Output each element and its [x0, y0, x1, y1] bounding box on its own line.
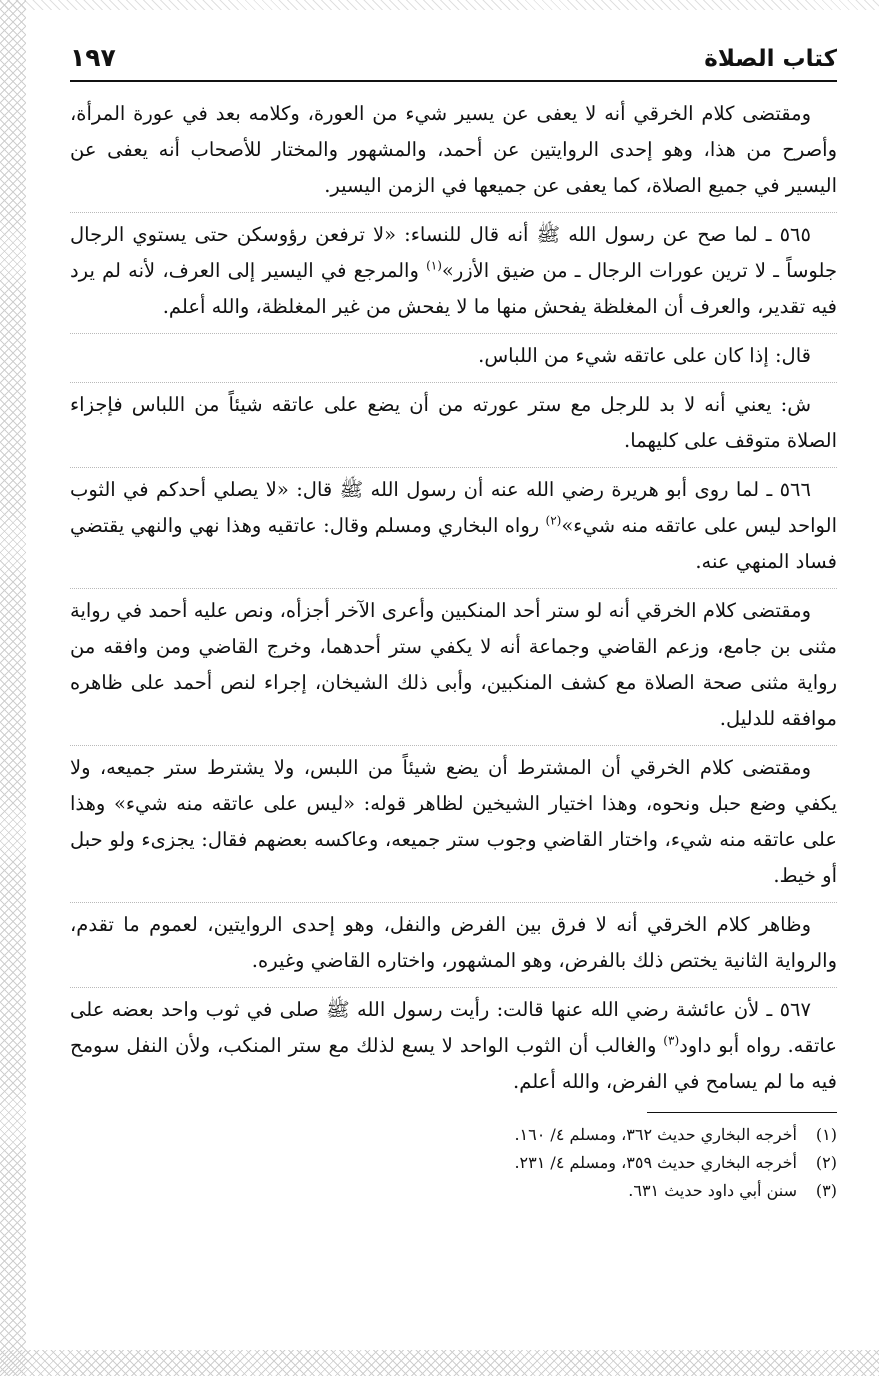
paragraph-text: قال: إذا كان على عاتقه شيء من اللباس. — [478, 344, 811, 367]
paragraph-text-tail: والغالب أن الثوب الواحد لا يسع لذلك مع ستر المنكب، ولأن النفل سومح فيه ما لم يسامح في الفرض، والله أعلم. — [70, 1034, 837, 1093]
paragraph-text: ش: يعني أنه لا بد للرجل مع ستر عورته من أن يضع على عاتقه شيئاً من اللباس فإجزاء الصلاة متوقف على كليهما. — [70, 393, 837, 452]
paragraph-text: ومقتضى كلام الخرقي أنه لو ستر أحد المنكبين وأعرى الآخر أجزأه، ونص عليه أحمد في رواية مثنى بن جامع، وزعم القاضي وجماعة أنه لا يكفي ستر أحدهما، وخرج القاضي ومن وافقه من رواية مثنى صحة الصلاة مع كشف المنكبين، وأبى ذلك الشيخان، إجراء لنص أحمد على ظاهره موافقه للدليل. — [70, 599, 837, 730]
page-header — [70, 32, 837, 82]
paragraph-text: ومقتضى كلام الخرقي أنه لا يعفى عن يسير شيء من العورة، وكلامه بعد في عورة المرأة، وأصرح من هذا، وهو إحدى الروايتين عن أحمد، والمشهور والمختار للأصحاب أنه يعفى عن اليسير في جميع الصلاة، كما يعفى عن جميعها في الزمن اليسير. — [70, 102, 837, 197]
paragraph-8 — [70, 902, 837, 979]
footnote-divider — [647, 1112, 837, 1113]
paragraph-2 — [70, 212, 837, 325]
footnote-number: (١) — [815, 1125, 837, 1144]
paragraph-7 — [70, 745, 837, 894]
footnote-text: أخرجه البخاري حديث ٣٦٢، ومسلم ٤/ ١٦٠. — [514, 1125, 797, 1144]
paragraph-6 — [70, 588, 837, 737]
footnote-3 — [70, 1177, 837, 1205]
paragraph-5 — [70, 467, 837, 580]
paragraph-4 — [70, 382, 837, 459]
book-title: كتاب الصلاة — [704, 46, 837, 72]
page-body — [70, 96, 837, 1336]
footnote-text: أخرجه البخاري حديث ٣٥٩، ومسلم ٤/ ٢٣١. — [514, 1153, 797, 1172]
footnote-2 — [70, 1149, 837, 1177]
footnote-1 — [70, 1121, 837, 1149]
paragraph-text-tail: رواه البخاري ومسلم وقال: عاتقيه وهذا نهي والنهي يقتضي فساد المنهي عنه. — [70, 514, 837, 573]
footnote-ref-3[interactable]: (٣) — [663, 1033, 680, 1048]
footnotes — [70, 1121, 837, 1205]
paragraph-text-tail: والمرجع في اليسير إلى العرف، لأنه لم يرد فيه تقدير، والعرف أن المغلظة يفحش منها ما لا يفحش من غير المغلظة، والله أعلم. — [70, 259, 837, 318]
paragraph-text: وظاهر كلام الخرقي أنه لا فرق بين الفرض والنفل، وهو إحدى الروايتين، لعموم ما تقدم، والرواية الثانية يختص ذلك بالفرض، وهو المشهور، واختاره القاضي وغيره. — [70, 913, 837, 972]
paragraph-9 — [70, 987, 837, 1100]
footnote-text: سنن أبي داود حديث ٦٣١. — [628, 1181, 797, 1200]
border-left — [0, 0, 26, 1376]
paragraph-text: ٥٦٧ ـ لأن عائشة رضي الله عنها قالت: رأيت رسول الله ﷺ صلى في ثوب واحد بعضه على عاتقه. رواه أبو داود — [70, 998, 837, 1057]
footnote-ref-2[interactable]: (٢) — [545, 513, 562, 528]
border-bottom — [0, 1350, 879, 1376]
paragraph-text: ٥٦٦ ـ لما روى أبو هريرة رضي الله عنه أن رسول الله ﷺ قال: «لا يصلي أحدكم في الثوب الواحد ليس على عاتقه منه شيء» — [70, 478, 837, 537]
footnote-number: (٢) — [815, 1153, 837, 1172]
footnote-number: (٣) — [815, 1181, 837, 1200]
paragraph-3 — [70, 333, 837, 374]
paragraph-1 — [70, 96, 837, 204]
paragraph-text: ومقتضى كلام الخرقي أن المشترط أن يضع شيئاً من اللبس، ولا يشترط ستر جميعه، ولا يكفي وضع حبل ونحوه، وهذا اختيار الشيخين لظاهر قوله: «ليس على عاتقه منه شيء» وهذا على عاتقه منه شيء، واختار القاضي وجوب ستر جميعه، وعاكسه بعضهم فقال: يجزىء ولو حبل أو خيط. — [70, 756, 837, 887]
footnote-ref-1[interactable]: (١) — [426, 258, 442, 273]
border-top — [0, 0, 879, 10]
paragraph-text: ٥٦٥ ـ لما صح عن رسول الله ﷺ أنه قال للنساء: «لا ترفعن رؤوسكن حتى يستوي الرجال جلوساً ـ لا ترين عورات الرجال ـ من ضيق الأزر» — [70, 223, 838, 282]
page-number: ١٩٧ — [70, 43, 116, 72]
